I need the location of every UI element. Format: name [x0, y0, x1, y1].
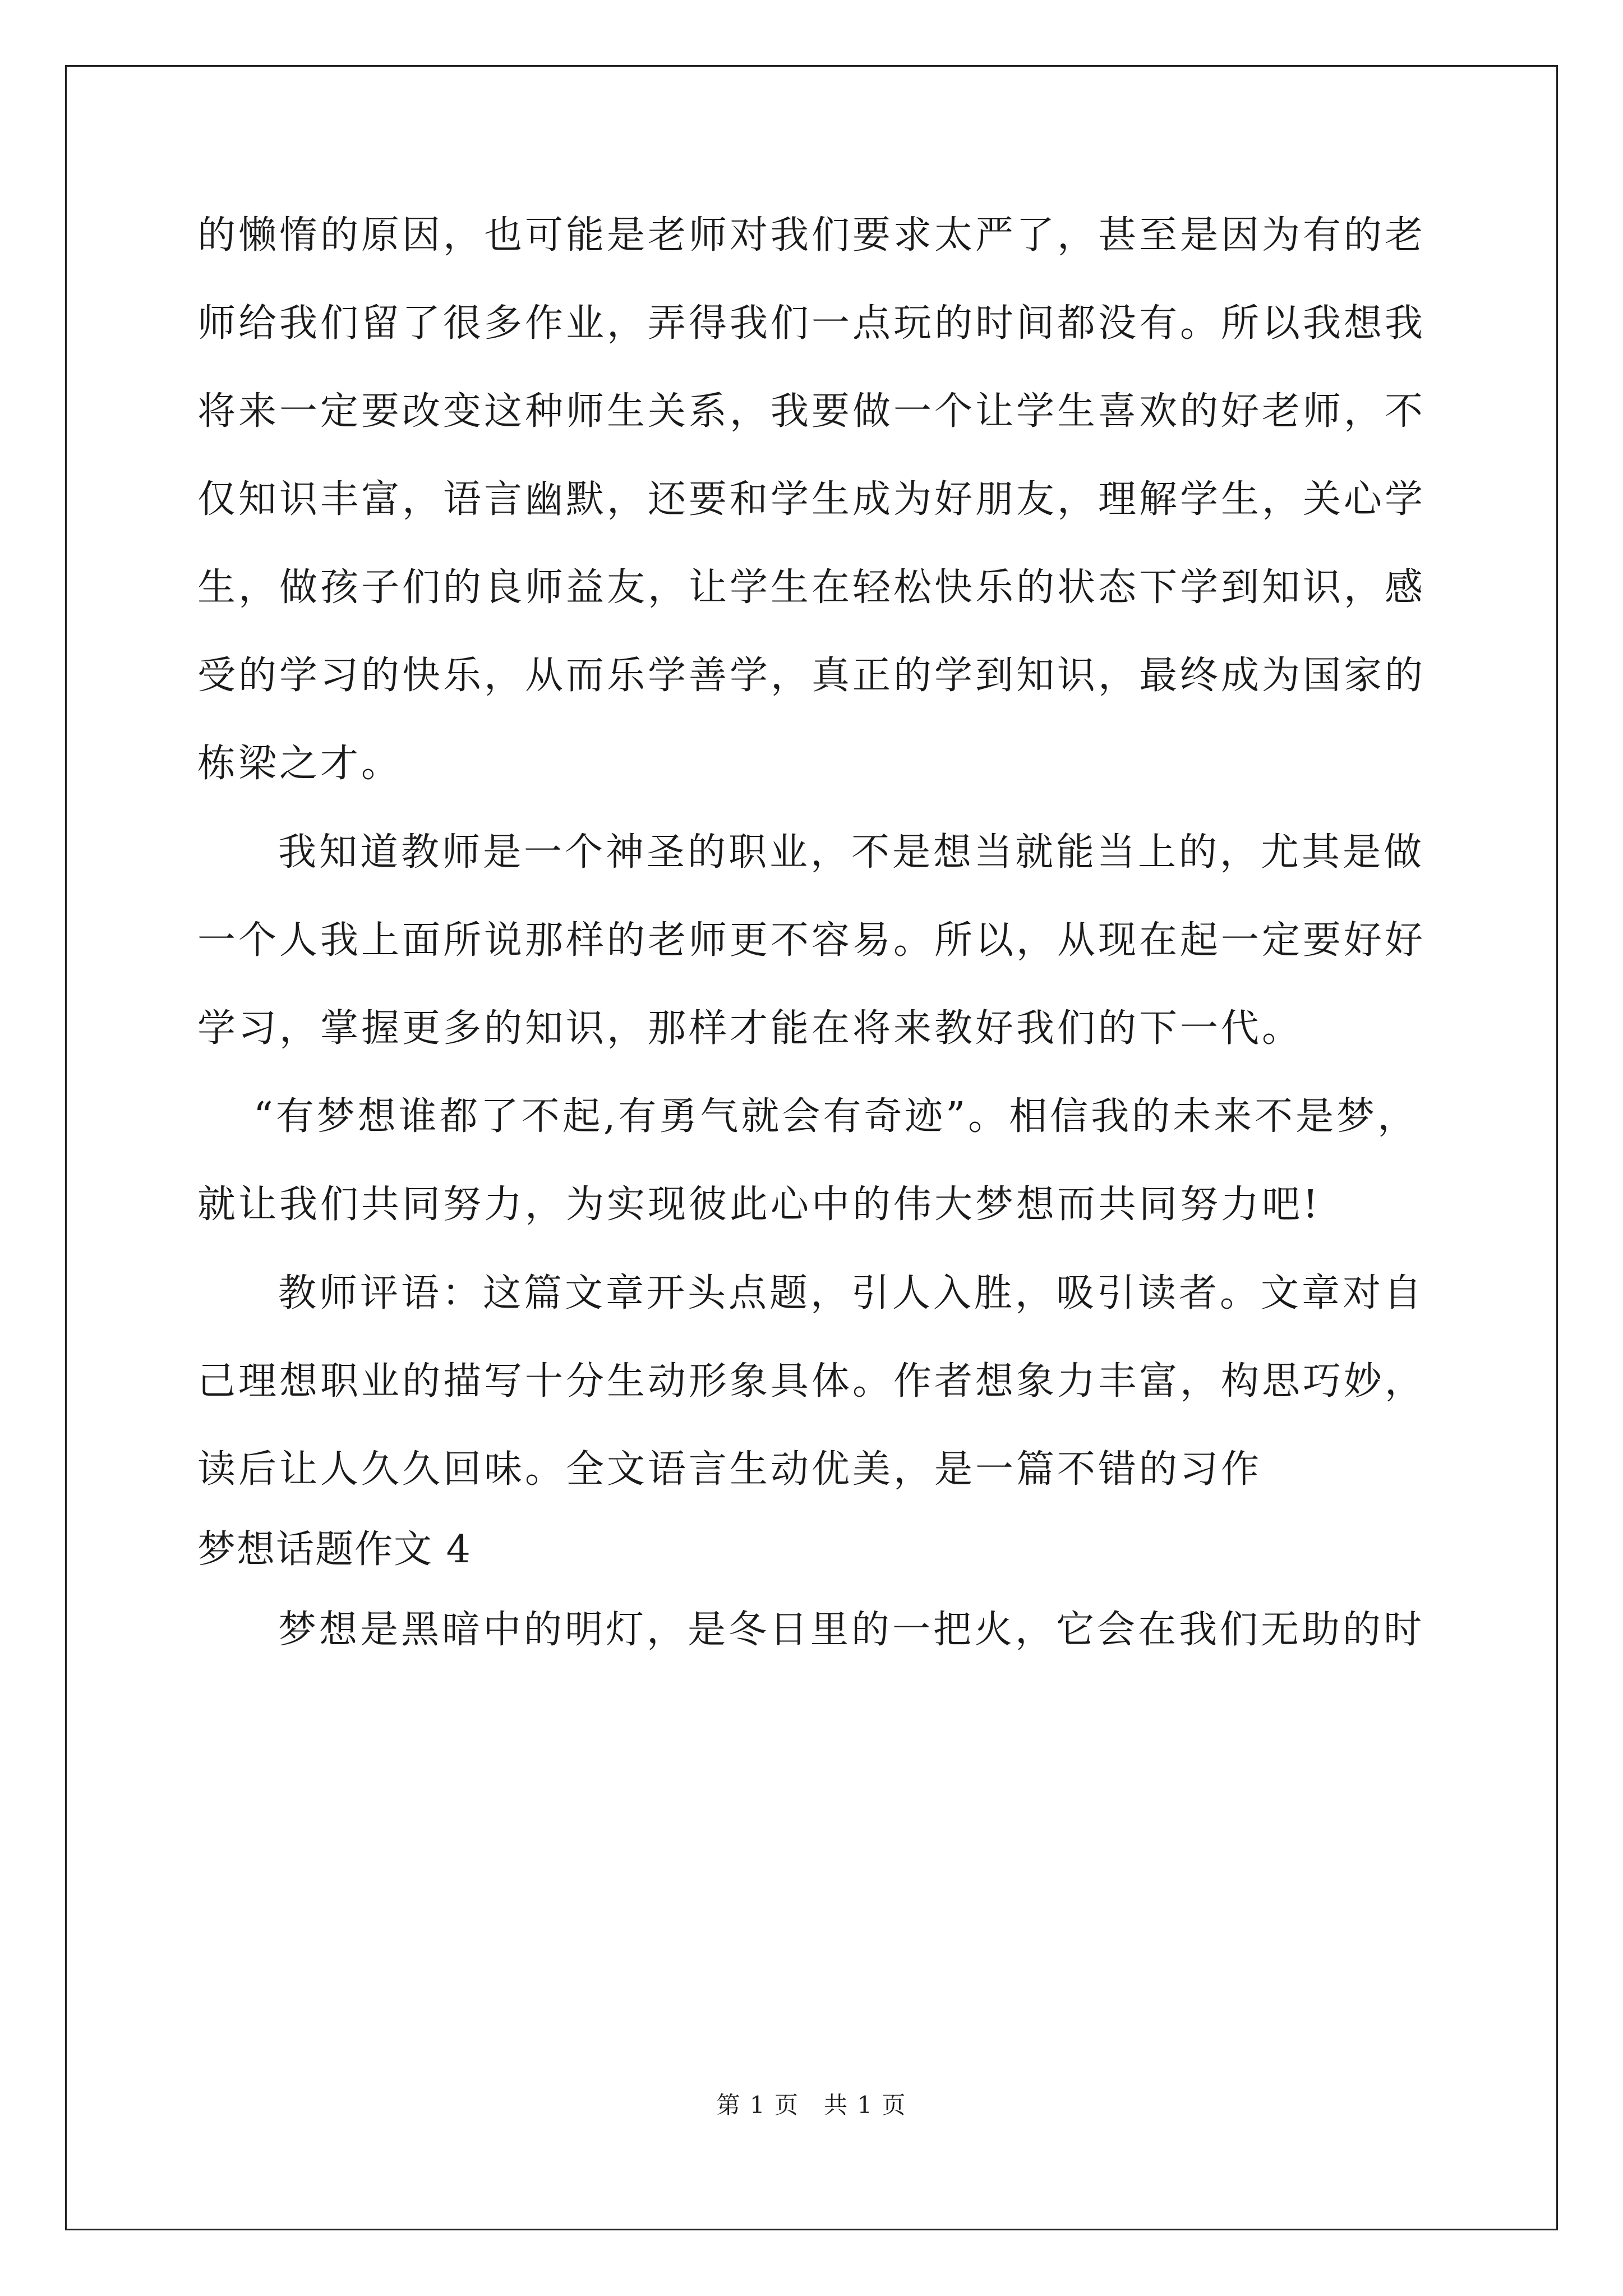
teacher-comment-line: 教师评语：这篇文章开头点题，引人入胜，吸引读者。文章对自: [278, 1271, 1425, 1315]
text-line: 的懒惰的原因，也可能是老师对我们要求太严了，甚至是因为有的老: [197, 213, 1426, 257]
paragraph-first-line: 梦想是黑暗中的明灯，是冬日里的一把火，它会在我们无助的时: [278, 1608, 1425, 1652]
text-line: 己理想职业的描写十分生动形象具体。作者想象力丰富，构思巧妙，: [197, 1359, 1426, 1404]
text-line: 仅知识丰富，语言幽默，还要和学生成为好朋友，理解学生，关心学: [197, 477, 1426, 522]
text-line: 将来一定要改变这种师生关系，我要做一个让学生喜欢的好老师，不: [197, 389, 1426, 434]
text-line: 生，做孩子们的良师益友，让学生在轻松快乐的状态下学到知识，感: [197, 565, 1426, 610]
text-line: 一个人我上面所说那样的老师更不容易。所以，从现在起一定要好好: [197, 918, 1426, 963]
text-line: 就让我们共同努力，为实现彼此心中的伟大梦想而共同努力吧!: [197, 1182, 1321, 1227]
text-line: 受的学习的快乐，从而乐学善学，真正的学到知识，最终成为国家的: [197, 654, 1426, 698]
section-heading: 梦想话题作文 4: [197, 1527, 472, 1572]
paragraph-first-line: 我知道教师是一个神圣的职业，不是想当就能当上的，尤其是做: [278, 830, 1425, 875]
text-line: 师给我们留了很多作业，弄得我们一点玩的时间都没有。所以我想我: [197, 301, 1426, 346]
text-line: 栋梁之才。: [197, 742, 403, 786]
paragraph-first-line: “有梦想谁都了不起,有勇气就会有奇迹”。相信我的未来不是梦，: [253, 1094, 1419, 1139]
page-number: 第 1 页 共 1 页: [716, 2091, 907, 2119]
text-line: 读后让人久久回味。全文语言生动优美，是一篇不错的习作: [197, 1447, 1262, 1492]
text-line: 学习，掌握更多的知识，那样才能在将来教好我们的下一代。: [197, 1006, 1303, 1051]
